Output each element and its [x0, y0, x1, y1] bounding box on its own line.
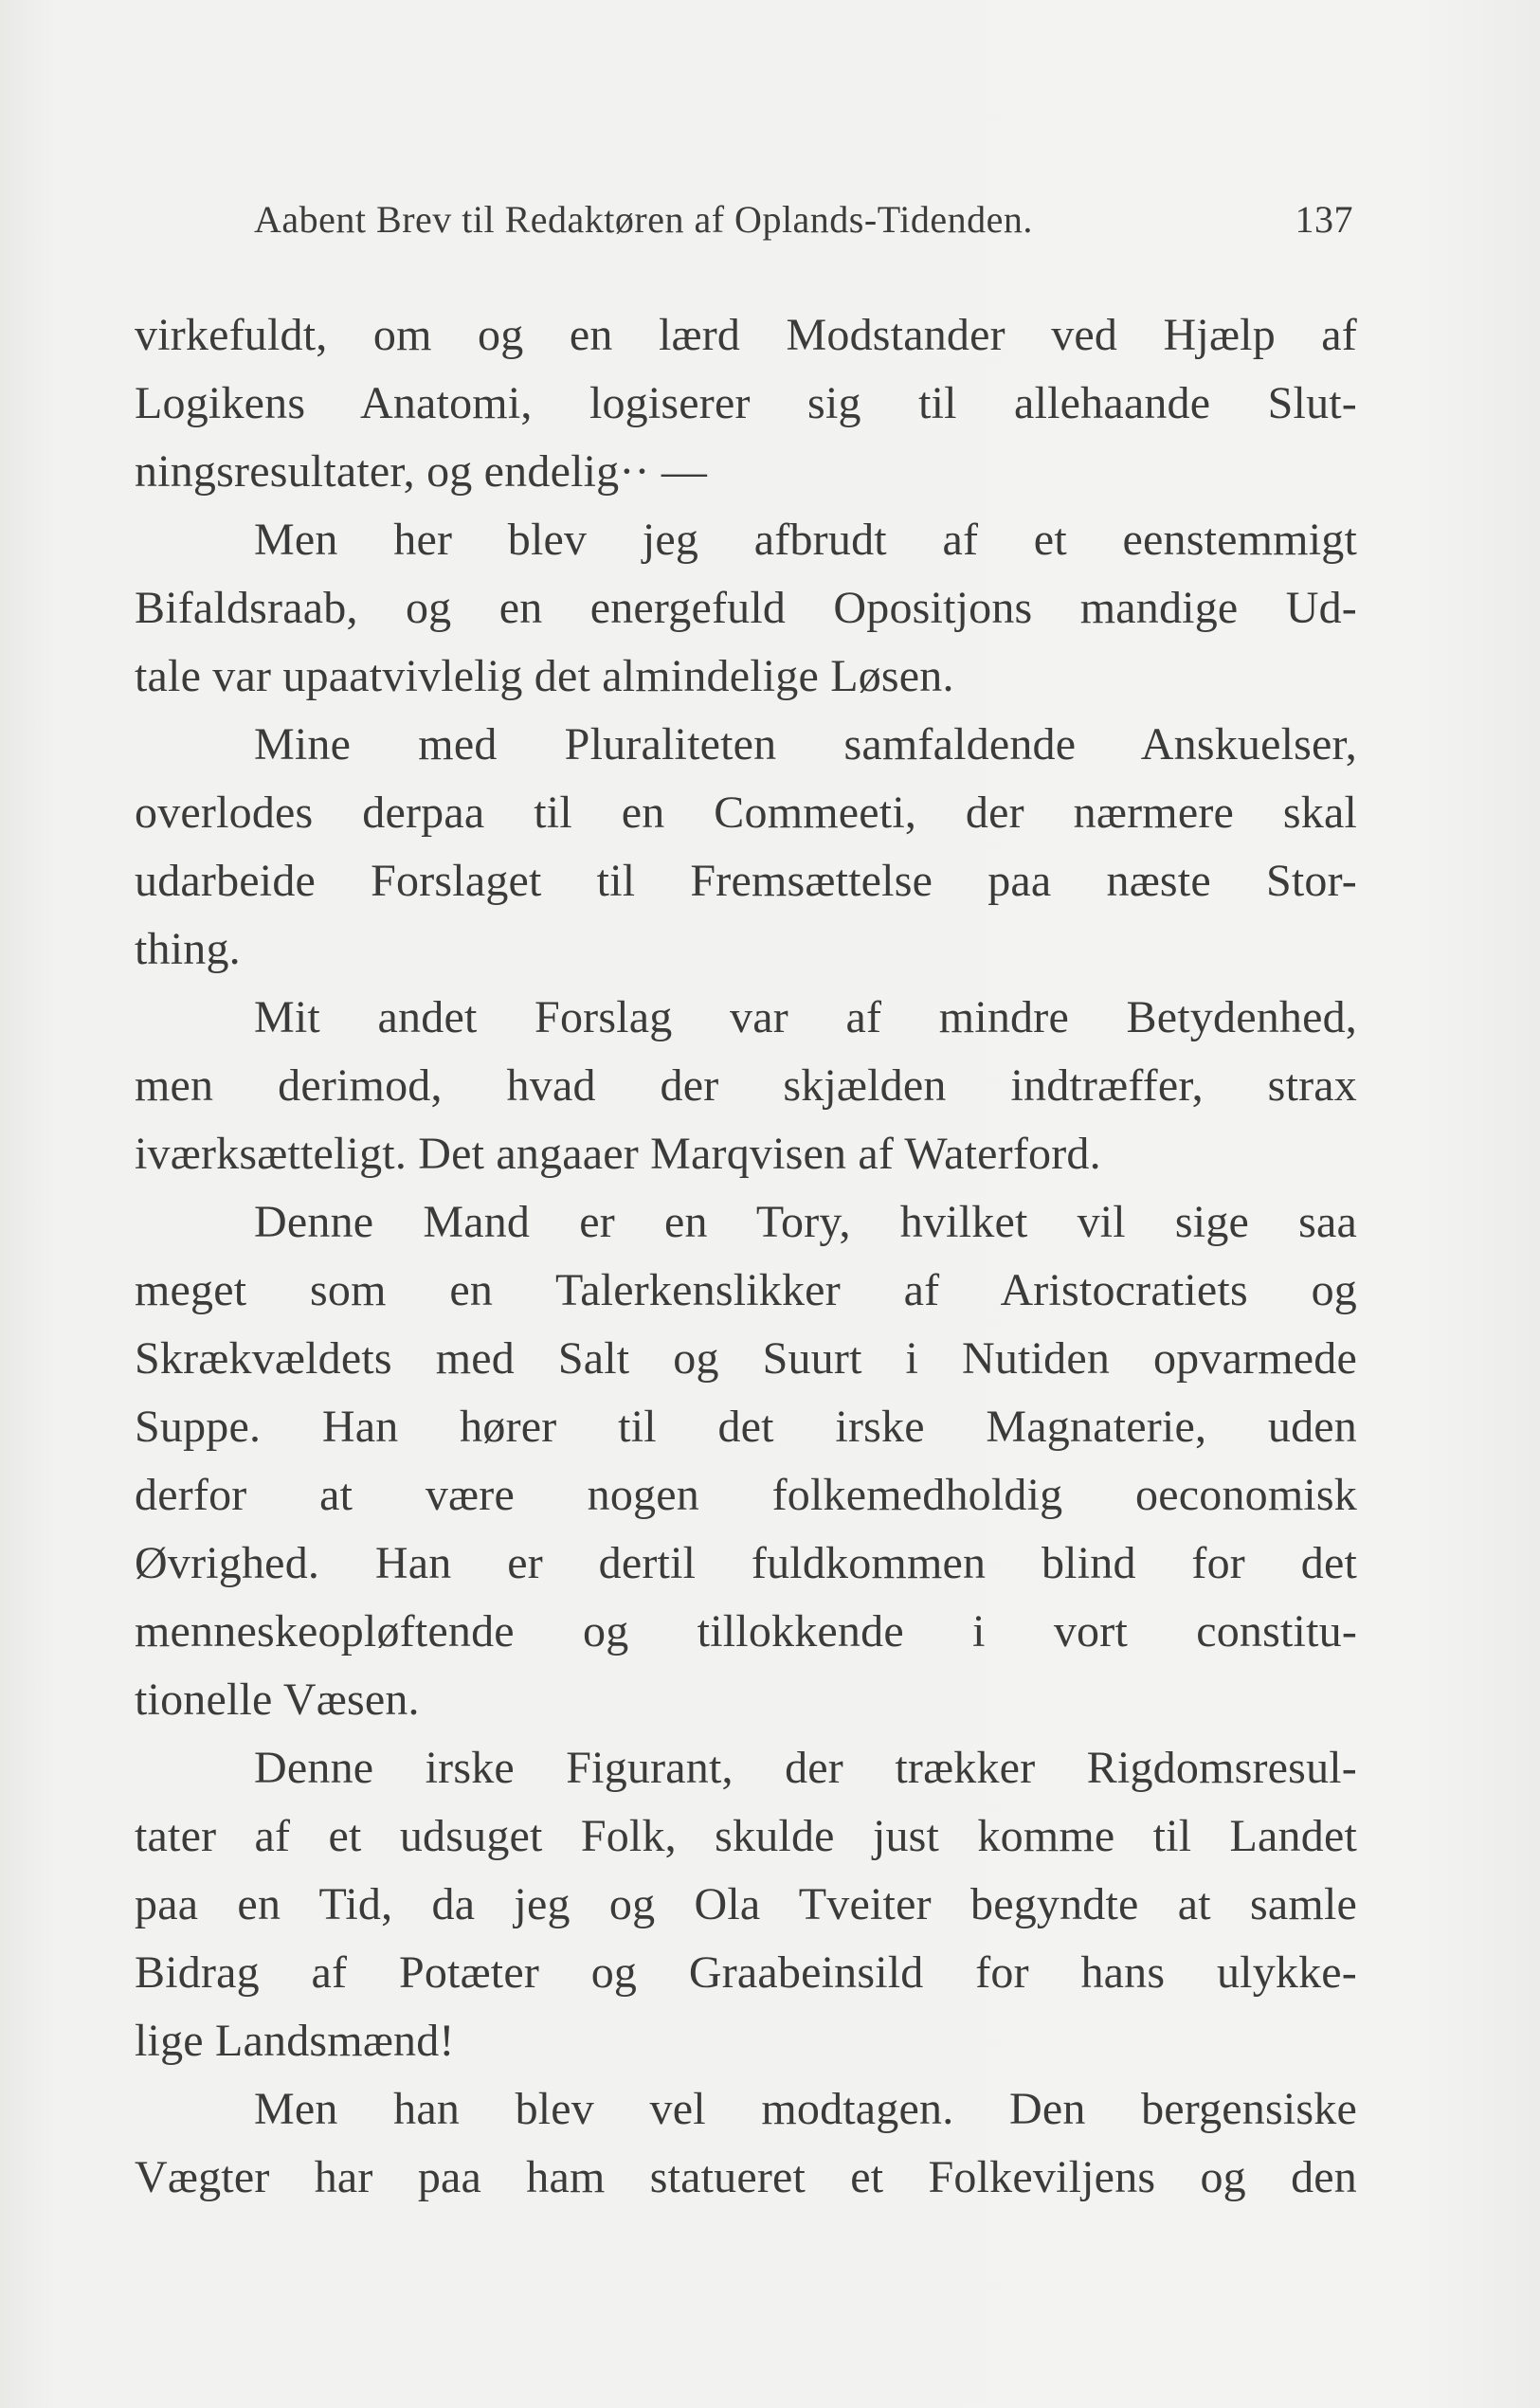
- text-line: Vægter har paa ham statueret et Folkeviljens og den: [135, 2152, 1357, 2202]
- text-line: Men her blev jeg afbrudt af et eenstemmigt: [254, 515, 1357, 565]
- text-line: Logikens Anatomi, logiserer sig til allehaande Slut-: [135, 378, 1357, 428]
- text-line: Bidrag af Potæter og Graabeinsild for hans ulykke-: [135, 1947, 1357, 1998]
- text-line: udarbeide Forslaget til Fremsættelse paa næste Stor-: [135, 856, 1357, 906]
- text-line: tale var upaatvivlelig det almindelige Løsen.: [135, 651, 954, 701]
- text-line: overlodes derpaa til en Commeeti, der nærmere skal: [135, 788, 1357, 838]
- text-line: iværksætteligt. Det angaaer Marqvisen af Waterford.: [135, 1129, 1101, 1179]
- body-text: [135, 301, 1357, 2212]
- text-line: menneskeopløftende og tillokkende i vort constitu-: [135, 1606, 1357, 1657]
- text-line: Suppe. Han hører til det irske Magnaterie, uden: [135, 1402, 1357, 1452]
- text-line: Mine med Pluraliteten samfaldende Anskuelser,: [254, 719, 1357, 769]
- text-line: Mit andet Forslag var af mindre Betydenhed,: [254, 992, 1357, 1042]
- text-line: Men han blev vel modtagen. Den bergensiske: [254, 2084, 1357, 2134]
- text-line: meget som en Talerkenslikker af Aristocratiets og: [135, 1265, 1357, 1315]
- text-line: virkefuldt, om og en lærd Modstander ved Hjælp af: [135, 310, 1357, 360]
- text-line: tionelle Væsen.: [135, 1675, 420, 1725]
- text-line: thing.: [135, 924, 241, 974]
- text-line: ningsresultater, og endelig·· —: [135, 446, 708, 497]
- text-line: Denne Mand er en Tory, hvilket vil sige saa: [254, 1197, 1357, 1247]
- text-line: tater af et udsuget Folk, skulde just komme til Landet: [135, 1811, 1357, 1861]
- text-line: Øvrighed. Han er dertil fuldkommen blind for det: [135, 1538, 1357, 1588]
- text-line: men derimod, hvad der skjælden indtræffer, strax: [135, 1060, 1357, 1111]
- text-line: lige Landsmænd!: [135, 2016, 455, 2066]
- text-line: Skrækvældets med Salt og Suurt i Nutiden opvarmede: [135, 1333, 1357, 1384]
- page-number: 137: [1295, 198, 1353, 241]
- running-title: Aabent Brev til Redaktøren af Oplands-Tidenden.: [254, 198, 1033, 241]
- text-line: Denne irske Figurant, der trækker Rigdomsresul-: [254, 1743, 1357, 1793]
- text-line: Bifaldsraab, og en energefuld Opositjons mandige Ud-: [135, 583, 1357, 633]
- text-line: derfor at være nogen folkemedholdig oeconomisk: [135, 1470, 1357, 1520]
- running-head: [254, 197, 1353, 244]
- text-line: paa en Tid, da jeg og Ola Tveiter begyndte at samle: [135, 1879, 1357, 1929]
